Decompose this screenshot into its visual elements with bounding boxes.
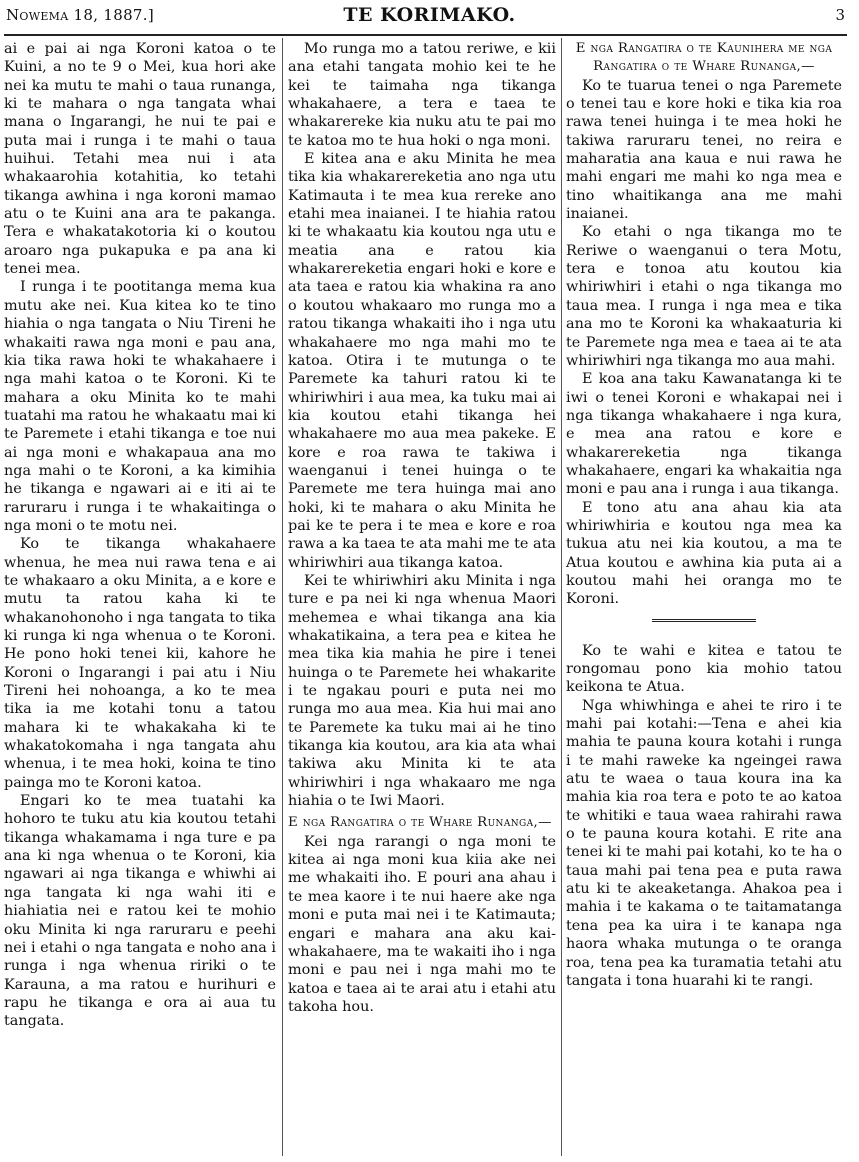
paragraph: E tono atu ana ahau kia ata whiriwhiria e koutou nga mea ka tukua atu nei kia koutou, a ma te Atua koutou e awhina kia puta ai a koutou mahi hei oranga mo te Koroni.: [566, 499, 842, 608]
paragraph: Kei nga rarangi o nga moni te kitea ai nga moni kua kiia ake nei me whakaiti iho. E pouri ana ahau i te mea kaore i te nui haere ake nga moni e puta mai nei i te Katimauta; engari e mahara ana aku kai-whakahaere, ma te wakaiti iho i nga moni e pau nei i nga mahi mo te katoa e taea ai te arai atu i etahi atu takoha hou.: [288, 833, 556, 1015]
section-heading: E nga Rangatira o te Kaunihera me nga Rangatira o te Whare Runanga,—: [575, 41, 833, 75]
column-3: [566, 40, 842, 1158]
paragraph: Engari ko te mea tuatahi ka hohoro te tuku atu kia koutou tetahi tikanga whakamama i nga ture e pa ana ki nga whenua o te Koroni, kia ngawari ai nga tikanga e whiwhi ai nga tangata ki nga wahi iti e hiahiatia nei e ratou kei te mohio oku Minita ki nga raruraru e peehi nei i etahi o nga tangata e noho ana i runga i nga whenua ririki o te Karauna, a ma ratou e hurihuri e rapu he tikanga e ora ai aua tu tangata.: [4, 793, 276, 1030]
paragraph: Ko te tikanga whakahaere whenua, he mea nui rawa tena e ai te whakaaro a oku Minita, a e kore e mutu ta ratou kaha ki te whakanohonoho i nga tangata to tika ki runga ki nga whenua o te Koroni. He pono hoki tenei kii, kahore he Koroni o Ingarangi i pai atu i Niu Tireni hei nohoanga, a ko te mea tika ia me kotahi tonu a tatou mahara ki te whakakaha ki te whakatokomaha i nga tangata ahu whenua, i te mea hoki, koina te tino painga mo te Koroni katoa.: [4, 536, 276, 791]
paragraph: E kitea ana e aku Minita he mea tika kia whakarereketia ano nga utu Katimauta i te mea kua rereke ano etahi mea inaianei. I te hiahia ratou ki te whakaatu kia koutou nga utu e meatia ana e ratou kia whakarereketia engari hoki e kore e ata taea e ratou kia whakina ra ano o koutou whakaaro mo runga mo a ratou tikanga whakaiti iho i nga utu whakahaere mo nga mahi mo te katoa. Otira i te mutunga o te Paremete ka tahuri ratou ki te whiriwhiri i aua mea, ka tuku mai ai kia koutou etahi tikanga hei whakahaere mo aua mea pakeke. E kore e roa rawa te takiwa i waenganui i tenei huinga o te Paremete me tera huinga mai ano hoki, ki te mahara o aku Minita he pai ke te pera i te mea e kore e roa rawa a ka taea te ata mahi me te ata whiriwhiri aua tikanga katoa.: [288, 151, 556, 571]
paragraph: Ko te wahi e kitea e tatou te rongomau pono kia mohio tatou keikona te Atua.: [566, 642, 842, 696]
page-number: 3: [835, 6, 845, 24]
paragraph: I runga i te pootitanga mema kua mutu ake nei. Kua kitea ko te tino hiahia o nga tangata o Niu Tireni he whakaiti rawa nga moni e pau ana, kia tika rawa hoki te whakahaere i nga mahi katoa o te Koroni. Ki te mahara a oku Minita ko te mahi tuatahi ma ratou he whakaatu mai ki te Paremete i etahi tikanga e toe nui ai nga moni e whakapaua ana mo nga mahi o te Koroni, a ka kimihia he tikanga e ngawari ai e iti ai te raruraru i runga i te whakaitinga o nga moni o te motu nei.: [4, 279, 276, 534]
header-rule: [4, 34, 847, 36]
paragraph: ai e pai ai nga Koroni katoa o te Kuini, a no te 9 o Mei, kua hori ake nei ka mutu te mahi o taua runanga, ki te mahara o nga tangata whai mana o Ingarangi, he nui te pai e puta mai i runga i te mahi o taua huihui. Tetahi mea nui i ata whakaarohia kotahitia, ko tetahi tikanga awhina i nga koroni mamao atu o te Kuini ana ara te pakanga. Tera e whakatakotoria ki o koutou aroaro nga pukapuka e pa ana ki tenei mea.: [4, 41, 276, 278]
column-divider: [282, 38, 283, 1156]
paragraph: Nga whiwhinga e ahei te riro i te mahi pai kotahi:—Tena e ahei kia mahia te pauna koura kotahi i runga i te mahi raweke ka ngeingei rawa atu te waea o taua koura ina ka mahia kia roa tera e poto te ao katoa te whitiki e taua waea rahirahi rawa o te pauna koura kotahi. E rite ana tenei ki te mahi pai kotahi, ko te ha o taua mahi pai tena pea e puta rawa atu ki te akeaketanga. Ahakoa pea i mahia i te kakama o te taitamatanga tena pea ka uira i te kanapa nga haora whaka mutunga o te oranga roa, tena pea ka turamatia tetahi atu tangata i tona huarahi ki te rangi.: [566, 697, 842, 989]
paragraph: E koa ana taku Kawanatanga ki te iwi o tenei Koroni e whakapai nei i nga tikanga whakahaere i nga kura, e mea ana ratou e kore e whakarereketia nga tikanga whakahaere, engari ka whakaitia nga moni e pau ana i runga i aua tikanga.: [566, 371, 842, 498]
paragraph: Mo runga mo a tatou reriwe, e kii ana etahi tangata mohio kei te he kei te taimaha nga tikanga whakahaere, a tera e taea te whakarereke kia nuku atu te pai mo te katoa mo te hua hoki o nga moni.: [288, 41, 556, 149]
issue-date: Nowema 18, 1887.]: [6, 6, 154, 24]
section-separator: [652, 619, 756, 624]
paragraph: Kei te whiriwhiri aku Minita i nga ture e pa nei ki nga whenua Maori mehemea e whai tikanga ana kia whakatikaina, a tera pea e kitea he mea tika kia mahia he pire i tenei huinga o te Paremete hei whakarite i te ngakau pouri e puta nei mo runga mo aua mea. Kia hui mai ano te Paremete ka tuku mai ai he tino tikanga kia koutou, ara kia ata whai takiwa aku Minita ki te ata whiriwhiri i nga whakaaro me nga hiahia o te Iwi Maori.: [288, 572, 556, 810]
paragraph: Ko te tuarua tenei o nga Paremete o tenei tau e kore hoki e tika kia roa rawa tenei huinga i te mea hoki he takiwa raruraru tenei, no reira e maharatia ana kaua e nui rawa he mahi engari me mahi ko nga mea e tino whaitikanga ana me mahi inaianei.: [566, 77, 842, 223]
column-1: [4, 40, 276, 1158]
section-heading: E nga Rangatira o te Whare Runanga,—: [288, 815, 552, 831]
column-2: [288, 40, 556, 1158]
newspaper-title: TE KORIMAKO.: [343, 4, 516, 26]
paragraph: Ko etahi o nga tikanga mo te Reriwe o waenganui o tera Motu, tera e tonoa atu koutou kia whiriwhiri i etahi o nga tikanga mo taua mea. I runga i nga mea e tika ana mo te Koroni ka whakaaturia ki te Paremete nga mea e taea ai te ata whiriwhiri nga tikanga mo aua mahi.: [566, 224, 842, 369]
page-header: [0, 0, 859, 36]
column-divider: [561, 38, 562, 1156]
